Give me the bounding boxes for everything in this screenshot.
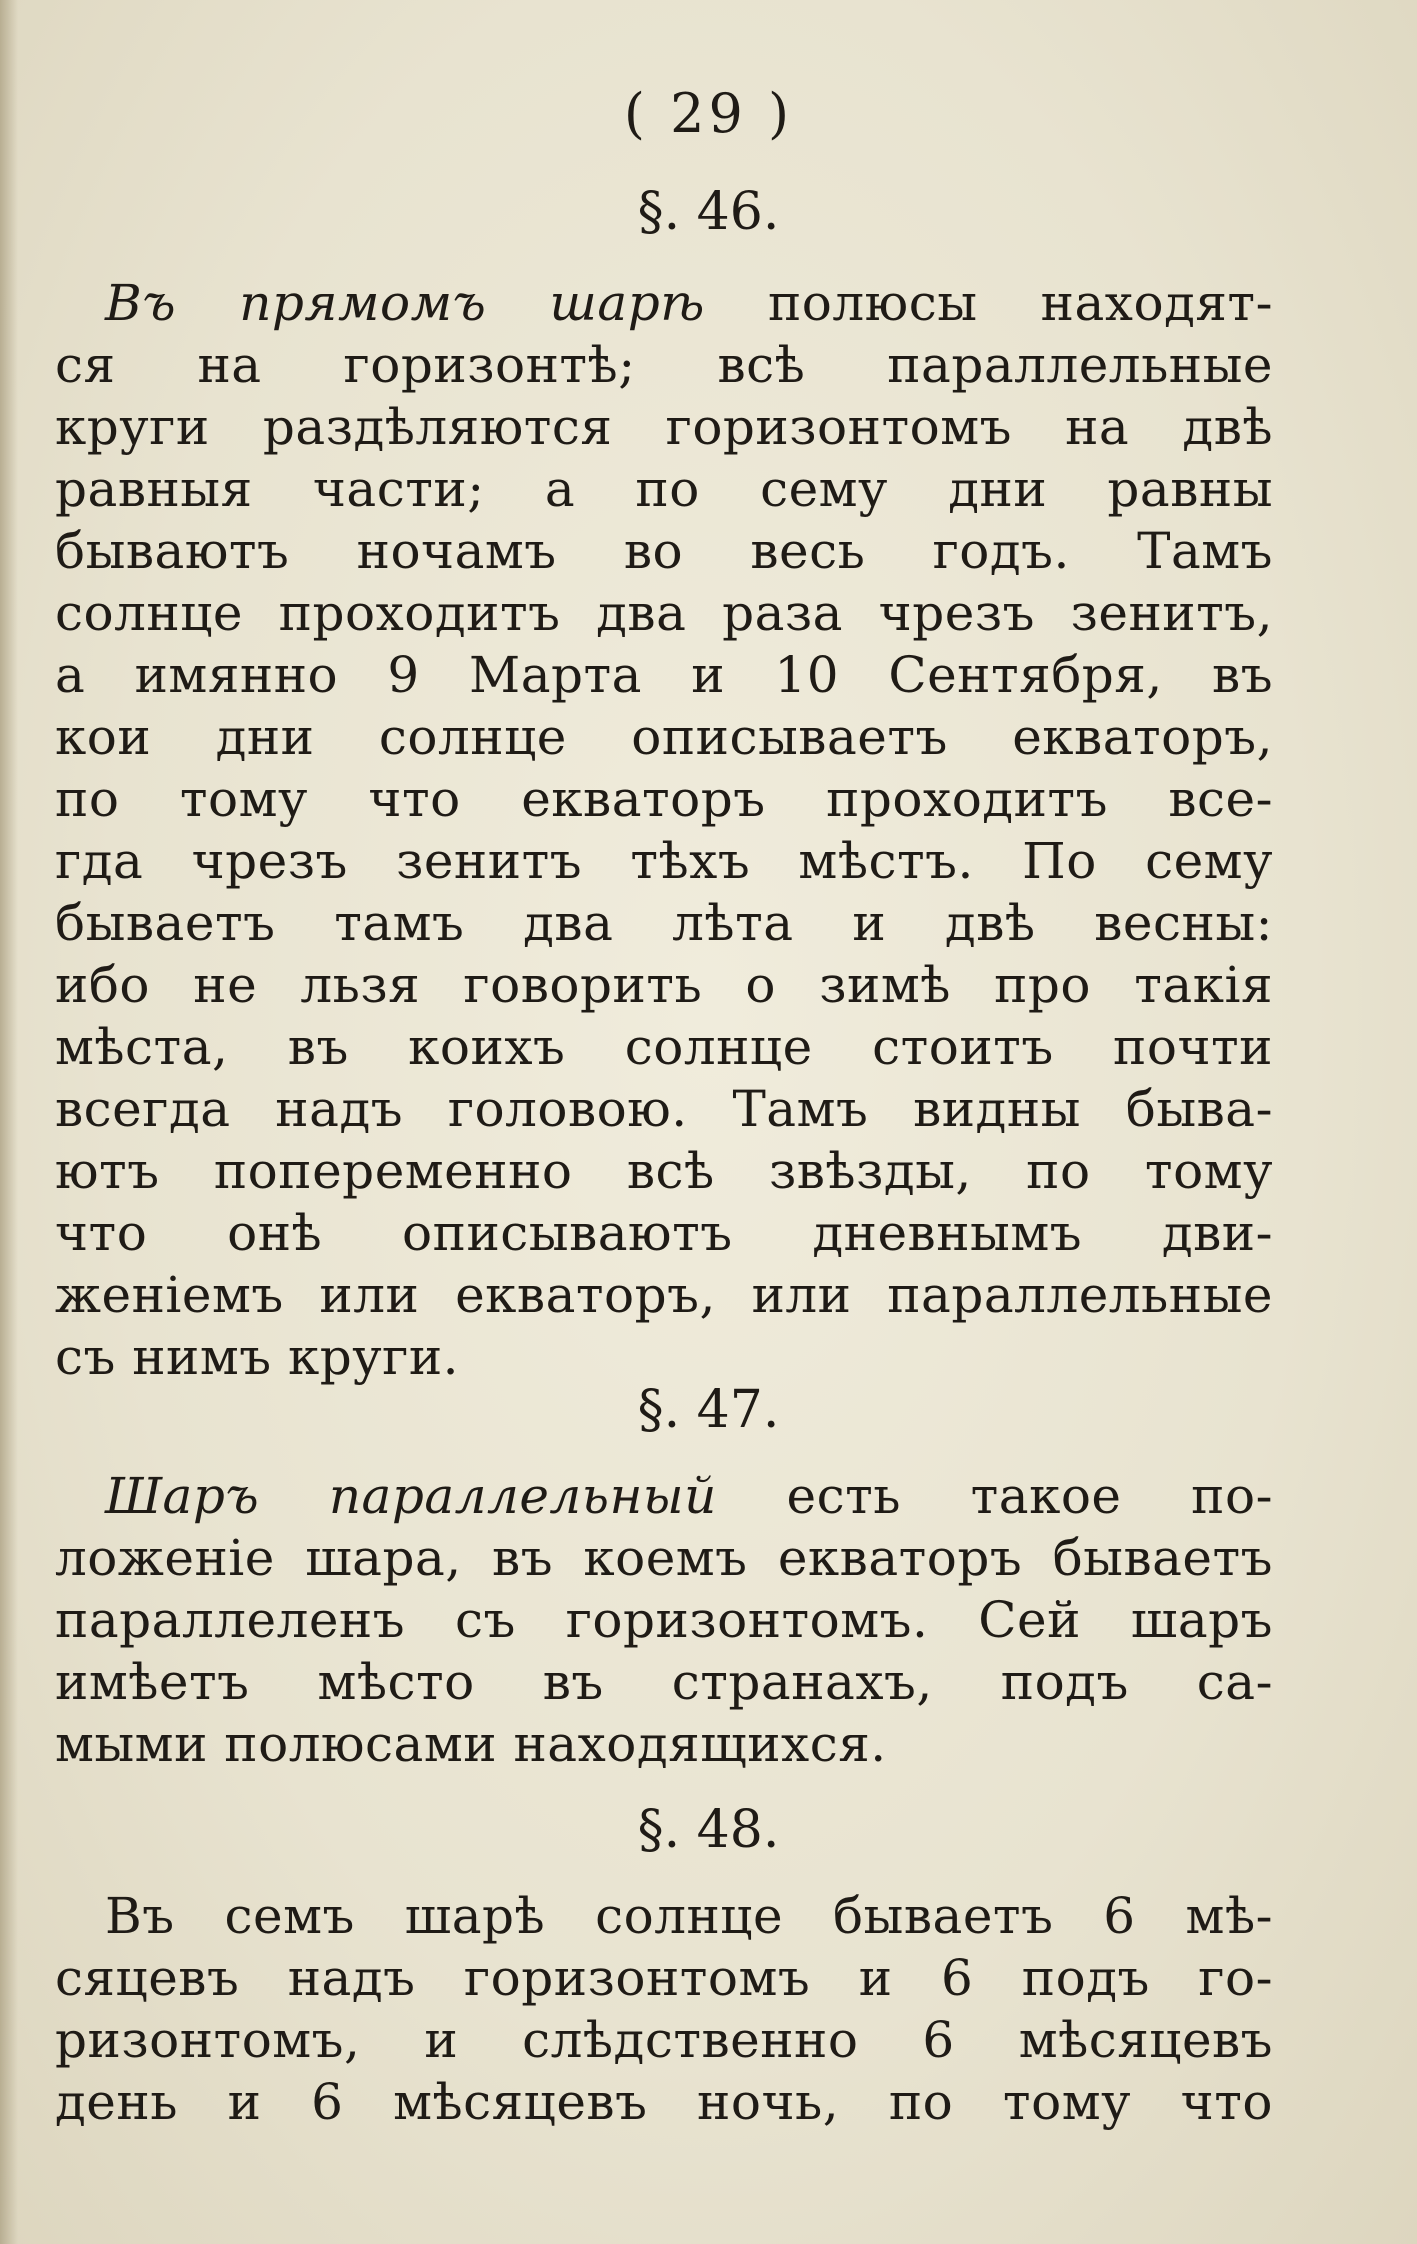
line-text: полюсы находят- xyxy=(704,274,1273,332)
section-heading-47: §. 47. xyxy=(637,1380,780,1440)
text-line: сяцевъ надъ горизонтомъ и 6 подъ го- xyxy=(55,1949,1273,2007)
text-line xyxy=(55,1465,1273,1527)
page-edge-shadow xyxy=(0,0,18,2244)
text-line xyxy=(55,272,1273,334)
text-line: солнце проходитъ два раза чрезъ зенитъ, xyxy=(55,584,1273,642)
text-line: гда чрезъ зенитъ тѣхъ мѣстъ. По сему xyxy=(55,832,1273,890)
text-line: бываютъ ночамъ во весь годъ. Тамъ xyxy=(55,522,1273,580)
text-line: имѣетъ мѣсто въ странахъ, подъ са- xyxy=(55,1653,1273,1711)
text-line: по тому что екваторъ проходитъ все- xyxy=(55,770,1273,828)
italic-term: Шаръ параллельный xyxy=(105,1467,717,1525)
text-line: ризонтомъ, и слѣдственно 6 мѣсяцевъ xyxy=(55,2011,1273,2069)
text-line: ложеніе шара, въ коемъ екваторъ бываетъ xyxy=(55,1529,1273,1587)
section-heading-48: §. 48. xyxy=(637,1800,780,1860)
text-line: что онѣ описываютъ дневнымъ дви- xyxy=(55,1204,1273,1262)
text-line: ибо не льзя говорить о зимѣ про такія xyxy=(55,956,1273,1014)
italic-term: Въ прямомъ шарѣ xyxy=(105,274,705,332)
text-line: съ нимъ круги. xyxy=(55,1328,460,1386)
text-line: равныя части; а по сему дни равны xyxy=(55,460,1273,518)
section-46-body xyxy=(55,272,1273,1388)
section-48-body xyxy=(55,1885,1273,2133)
text-line: ся на горизонтѣ; всѣ параллельные xyxy=(55,336,1273,394)
text-line: день и 6 мѣсяцевъ ночь, по тому что xyxy=(55,2073,1273,2131)
section-47-body xyxy=(55,1465,1273,1775)
text-line: параллеленъ съ горизонтомъ. Сей шаръ xyxy=(55,1591,1273,1649)
page-number: ( 29 ) xyxy=(623,82,794,145)
text-line: женіемъ или екваторъ, или параллельные xyxy=(55,1266,1273,1324)
text-line: мѣста, въ коихъ солнце стоитъ почти xyxy=(55,1018,1273,1076)
text-line: мыми полюсами находящихся. xyxy=(55,1715,887,1773)
section-heading-46: §. 46. xyxy=(637,182,780,242)
text-line: а имянно 9 Марта и 10 Сентября, въ xyxy=(55,646,1273,704)
text-line: кои дни солнце описываетъ екваторъ, xyxy=(55,708,1273,766)
text-line: ютъ попеременно всѣ звѣзды, по тому xyxy=(55,1142,1273,1200)
text-line: всегда надъ головою. Тамъ видны быва- xyxy=(55,1080,1273,1138)
text-line: круги раздѣляются горизонтомъ на двѣ xyxy=(55,398,1273,456)
line-text: есть такое по- xyxy=(716,1467,1273,1525)
text-line: Въ семъ шарѣ солнце бываетъ 6 мѣ- xyxy=(105,1887,1273,1945)
text-line: бываетъ тамъ два лѣта и двѣ весны: xyxy=(55,894,1273,952)
